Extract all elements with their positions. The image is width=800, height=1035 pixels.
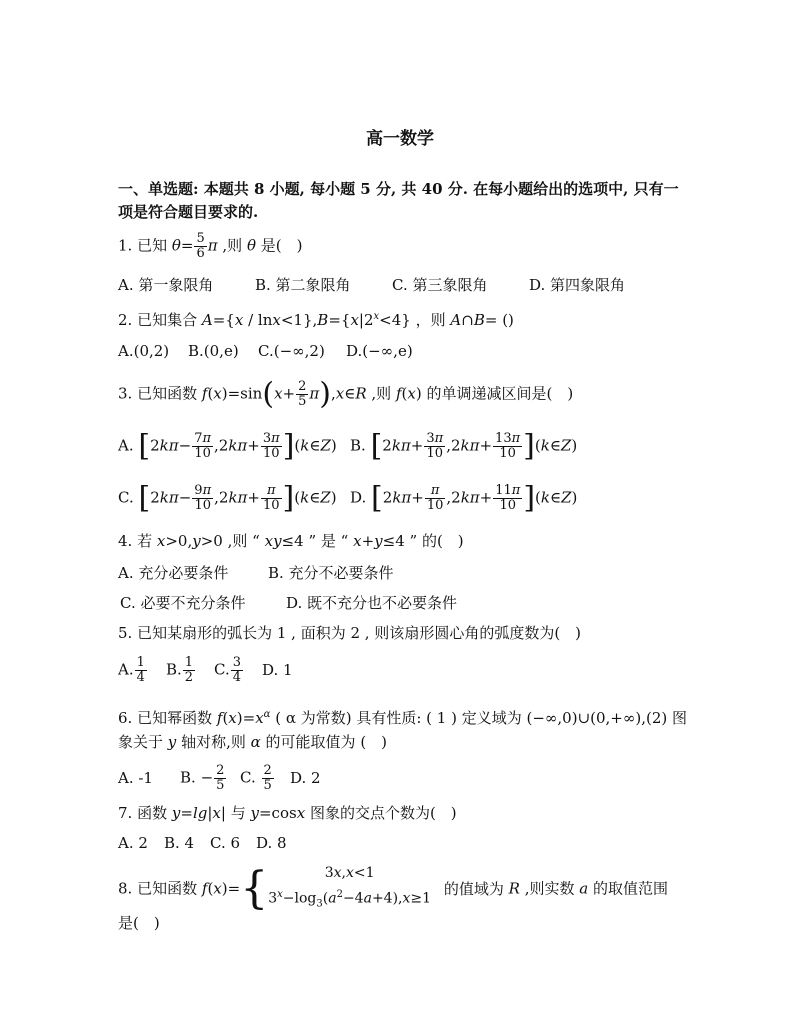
option-c[interactable]: C. $\frac{2}{5}$ xyxy=(240,763,272,793)
option-a[interactable]: A. [2kπ− $\frac{7\pi}{10}$ ,2kπ+ $\frac{3\pi}{10}$ ](k∈Z) xyxy=(118,428,337,464)
option-a[interactable]: A. -1 xyxy=(118,768,153,787)
option-c[interactable]: C. 必要不充分条件 xyxy=(120,594,246,612)
question-5-options xyxy=(118,656,293,685)
question-3-options-cd xyxy=(118,480,578,516)
option-b[interactable]: B. $\frac{1}{2}$ xyxy=(166,655,194,685)
option-d[interactable]: D. 第四象限角 xyxy=(529,276,626,294)
question-3-options-ab xyxy=(118,428,578,464)
option-d[interactable]: D. 既不充分也不必要条件 xyxy=(286,594,458,612)
question-1-options xyxy=(118,274,625,296)
option-a[interactable]: A. 第一象限角 xyxy=(118,276,214,294)
section-heading: 一、单选题: 本题共 8 小题, 每小题 5 分, 共 40 分. 在每小题给出的选项中, 只有一项是符合题目要求的. xyxy=(118,180,679,221)
option-b[interactable]: B.(0,e) xyxy=(188,342,239,360)
option-c[interactable]: C. 第三象限角 xyxy=(392,276,488,294)
question-5: 5. 已知某扇形的弧长为 1 , 面积为 2 , 则该扇形圆心角的弧度数为( ) xyxy=(118,624,582,642)
option-b[interactable]: B. − $\frac{2}{5}$ xyxy=(180,763,225,793)
option-b[interactable]: B. [2kπ+ $\frac{3\pi}{10}$ ,2kπ+ $\frac{13\pi}{10}$ ](k∈Z) xyxy=(350,428,578,464)
option-c[interactable]: C. 6 xyxy=(210,834,241,852)
option-d[interactable]: D. 8 xyxy=(256,834,287,852)
question-7-options xyxy=(118,832,287,854)
option-a[interactable]: A. $\frac{1}{4}$ xyxy=(118,655,145,685)
option-d[interactable]: D.(−∞,e) xyxy=(346,342,413,360)
option-b[interactable]: B. 充分不必要条件 xyxy=(268,564,394,582)
option-a[interactable]: A. 充分必要条件 xyxy=(118,564,229,582)
question-2-options xyxy=(118,340,413,362)
option-c[interactable]: C. $\frac{3}{4}$ xyxy=(214,655,241,685)
question-6-options xyxy=(118,764,321,793)
question-4-options-ab xyxy=(118,562,394,584)
option-d[interactable]: D. [2kπ+ $\frac{\pi}{10}$ ,2kπ+ $\frac{11\pi}{10}$ ](k∈Z) xyxy=(350,480,578,516)
question-4: 4. 若 x>0,y>0 ,则 “ xy≤4 ” 是 “ x+y≤4 ” 的( ) xyxy=(118,532,464,550)
option-b[interactable]: B. 4 xyxy=(164,834,195,852)
question-2: 2. 已知集合 $A=\{x / \ln x<1\},B=\{x|2^x<4\}$ ，则 A∩B= () xyxy=(118,311,514,329)
option-a[interactable]: A.(0,2) xyxy=(118,342,170,360)
question-6: 6. 已知幂函数 $f(x)=x^\alpha$ ( α 为常数) 具有性质: ( 1 ) 定义域为 (−∞,0)∪(0,+∞),(2) 图象关于 y 轴对称,则 α 的可能取值为 ( ) xyxy=(118,709,688,751)
question-4-options-cd xyxy=(120,592,457,614)
option-b[interactable]: B. 第二象限角 xyxy=(255,276,351,294)
option-c[interactable]: C. [2kπ− $\frac{9\pi}{10}$ ,2kπ+ $\frac{\pi}{10}$ ](k∈Z) xyxy=(118,480,337,516)
option-d[interactable]: D. 2 xyxy=(290,768,321,787)
question-7: 7. 函数 y=lg|x| 与 y=cosx 图象的交点个数为( ) xyxy=(118,804,457,822)
option-a[interactable]: A. 2 xyxy=(118,834,148,852)
question-3: 3. 已知函数 f(x)=sin(x+ $\frac{2}{5}$ π),x∈R ,则 f(x) 的单调递减区间是( ) xyxy=(118,376,574,412)
question-8: 8. 已知函数 f(x)={ 3x,x<1 $3^x-\log_3(a^2-4a+4),x\ge 1$ 的值域为 R ,则实数 a 的取值范围 xyxy=(118,862,669,914)
option-c[interactable]: C.(−∞,2) xyxy=(258,342,325,360)
question-8-tail: 是( ) xyxy=(118,914,160,932)
page-title: 高一数学 xyxy=(366,129,434,149)
question-1: 1. 已知 θ= $\frac{5}{6}$ π ,则 θ 是( ) xyxy=(118,231,303,261)
option-d[interactable]: D. 1 xyxy=(262,660,293,679)
